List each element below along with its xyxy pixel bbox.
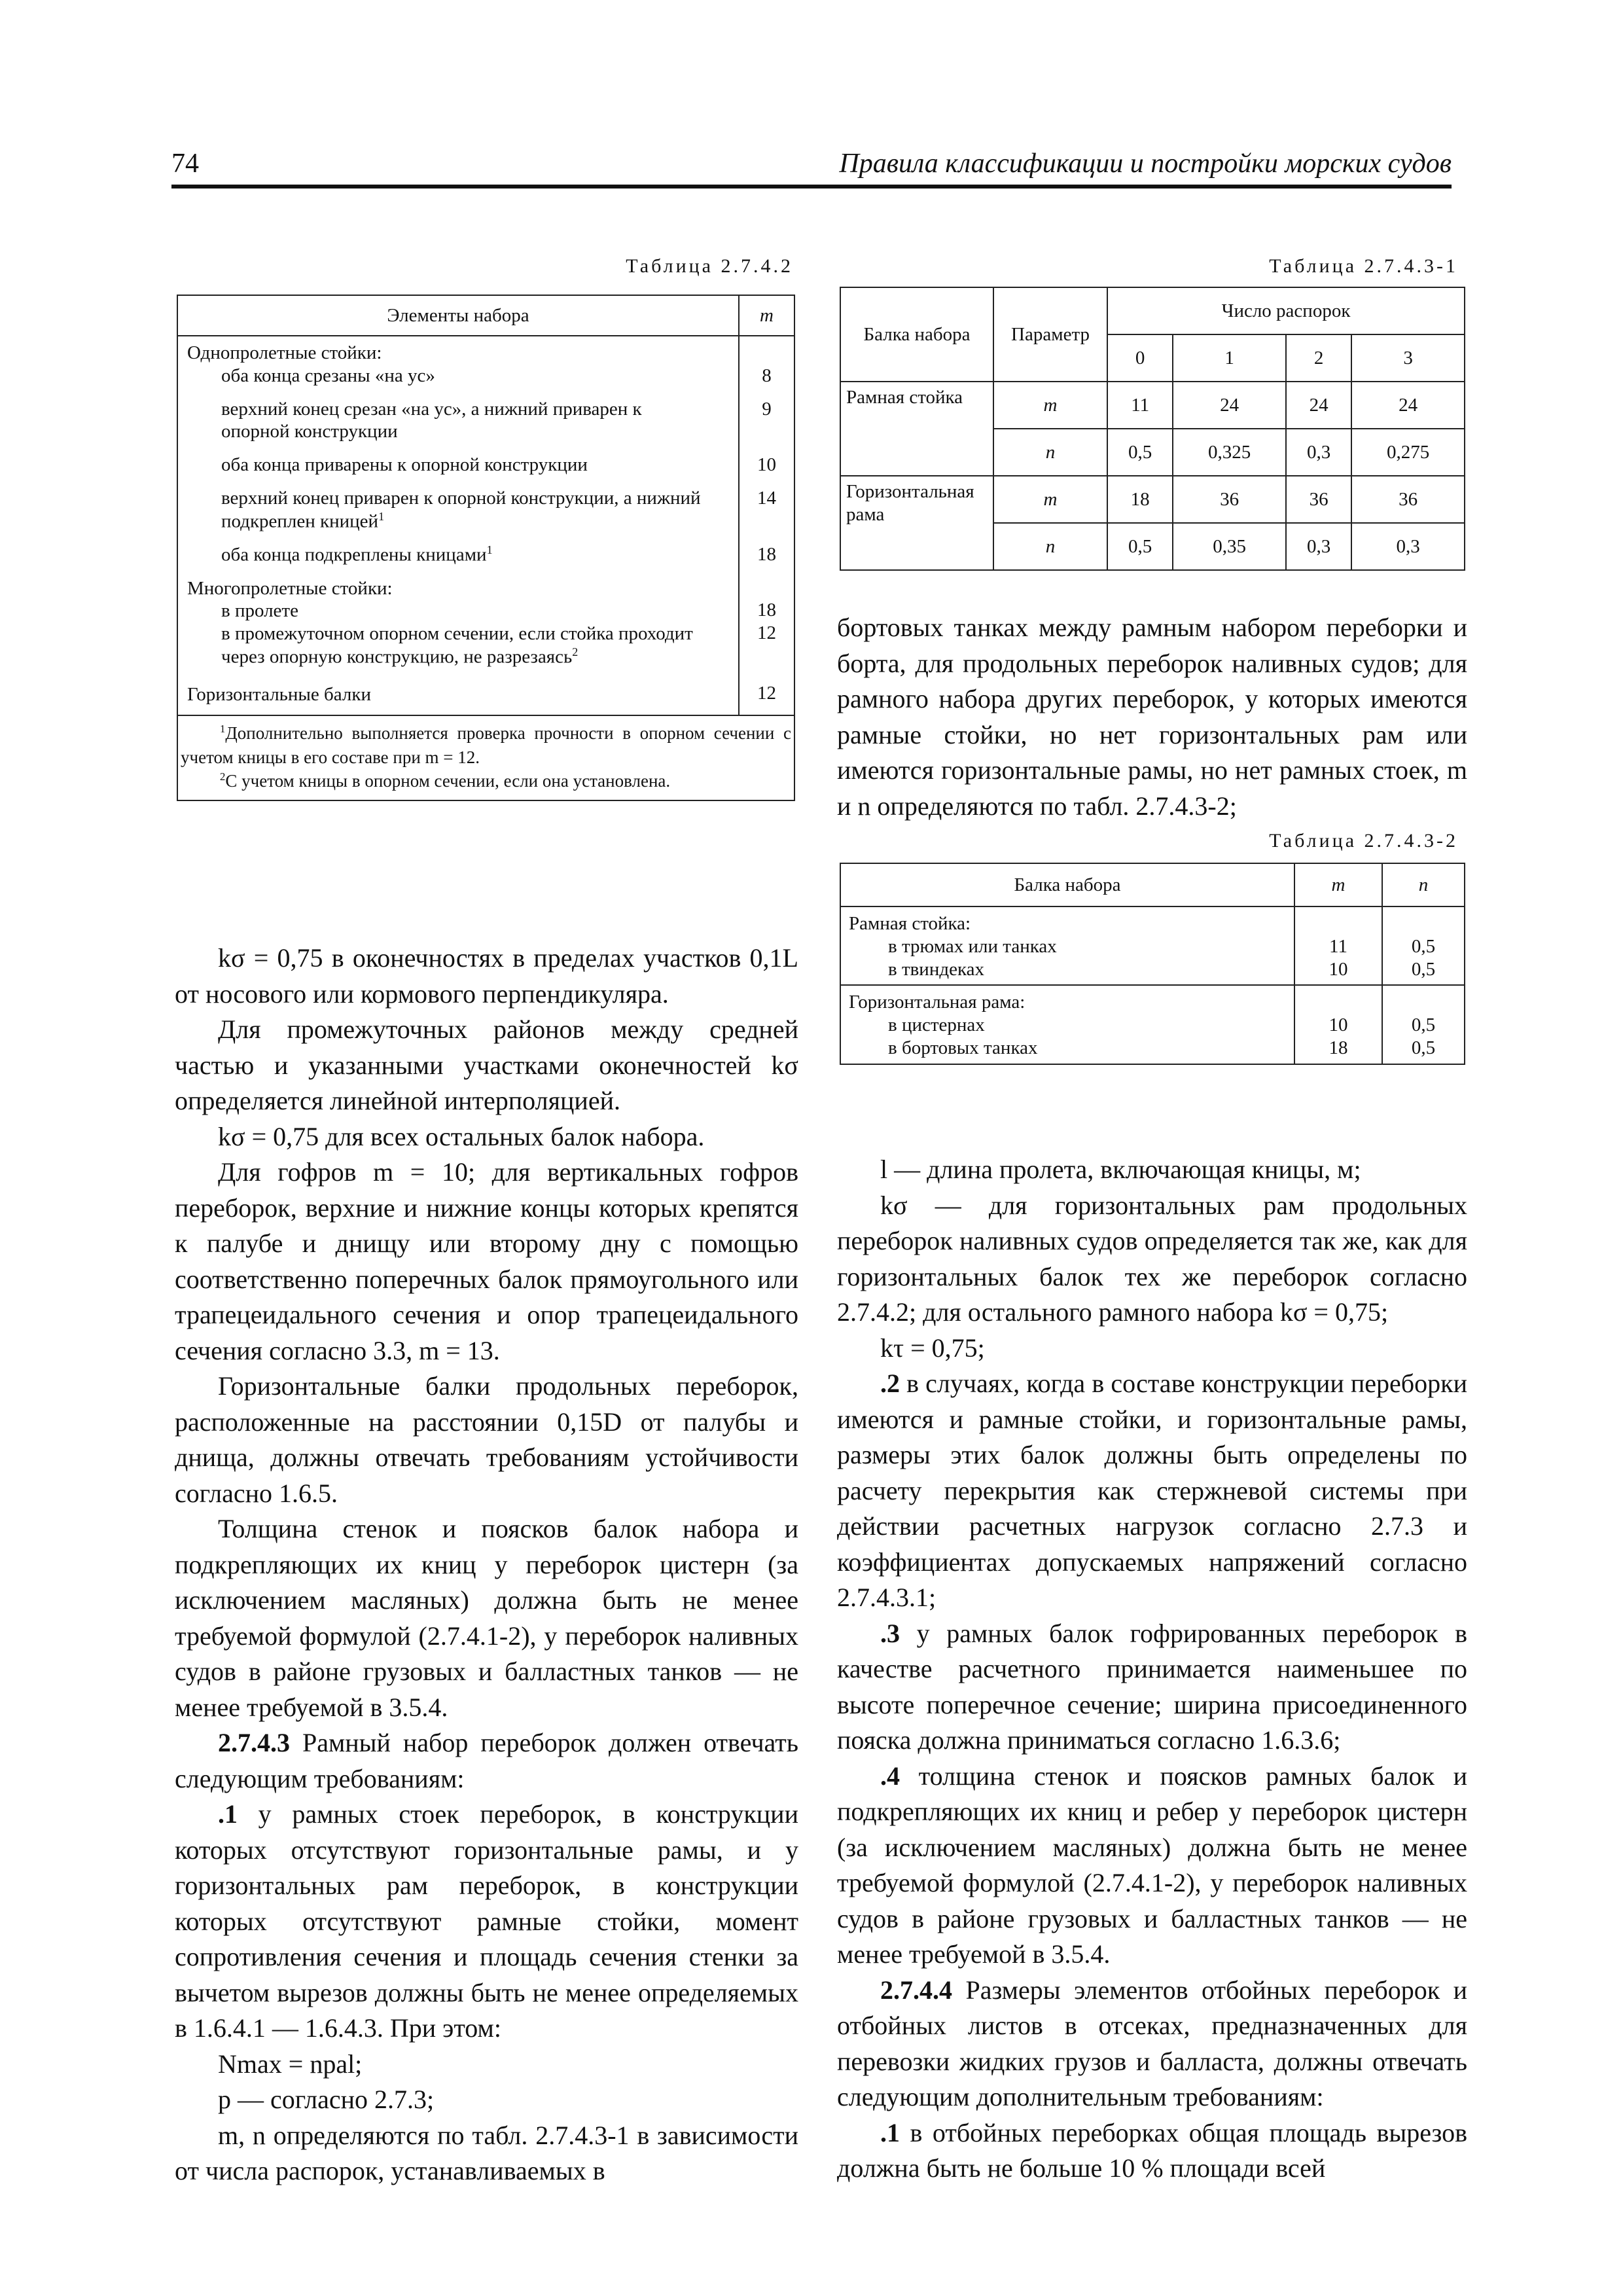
- table-2742: [177, 295, 795, 801]
- table-cell: 0,3: [1286, 523, 1351, 570]
- table-value: 18: [757, 600, 776, 621]
- paragraph: kσ = 0,75 в оконечностях в пределах участков 0,1L от носового или кормового перпендикуляра.: [175, 943, 798, 1009]
- table-footnotes: [177, 715, 794, 800]
- right-column-top: [837, 610, 1467, 824]
- table-value: 12: [757, 622, 776, 643]
- group-title: Горизонтальная рама:: [849, 992, 1026, 1013]
- left-column: [175, 941, 798, 2189]
- table-cell: m: [993, 382, 1107, 429]
- table-cell: 11: [1107, 382, 1173, 429]
- table-value: 9: [762, 398, 772, 420]
- table-value: 0,5: [1411, 1014, 1436, 1036]
- table-cell: m: [993, 476, 1107, 523]
- paragraph: 2.7.4.4 Размеры элементов отбойных переборок и отбойных листов в отсеках, предназначенных для перевозки жидких грузов и балласта, должны отвечать следующим дополнительным требованиям:: [837, 1975, 1467, 2111]
- table-cell: 24: [1173, 382, 1286, 429]
- table-row-label: в цистернах: [888, 1014, 985, 1036]
- table-cell: n: [993, 523, 1107, 570]
- paragraph: .2 в случаях, когда в составе конструкции переборки имеются и рамные стойки, и горизонтальные рамы, размеры этих балок должны быть определены по расчету перекрытия как стержневой системы при действии расчетных нагрузок согласно 2.7.3 и коэффициентах допускаемых напряжений согласно 2.7.4.3.1;: [837, 1369, 1467, 1612]
- table-cell: 0,3: [1286, 429, 1351, 476]
- table-header-cell: n: [1382, 863, 1465, 906]
- table-header-cell: 2: [1286, 334, 1351, 382]
- table-caption-27432: Таблица 2.7.4.3-2: [1269, 830, 1458, 852]
- paragraph: бортовых танках между рамным набором переборки и борта, для продольных переборок наливных судов; для рамного набора других переборок, у которых имеются рамные стойки, но нет горизонтальных рам или имеются горизонтальные рамы, но нет рамных стоек, m и n определяются по табл. 2.7.4.3-2;: [837, 613, 1467, 821]
- page-number: 74: [171, 149, 199, 179]
- table-cell: [1294, 985, 1382, 1064]
- table-value: 18: [757, 543, 776, 565]
- table-row-label: верхний конец срезан «на ус», а нижний приварен к опорной конструкции: [221, 398, 642, 442]
- table-value: 12: [757, 682, 776, 704]
- table-cell: 36: [1173, 476, 1286, 523]
- section-number: 2.7.4.4: [880, 1975, 952, 2005]
- table-row-label: в трюмах или танках: [888, 935, 1057, 957]
- table-cell: n: [993, 429, 1107, 476]
- paragraph: kσ = 0,75 для всех остальных балок набора.: [218, 1121, 705, 1151]
- paragraph: Толщина стенок и поясков балок набора и подкрепляющих их книц у переборок цистерн (за исключением масляных) должна быть не менее требуемой формулой (2.7.4.1-2), у переборок наливных судов в районе грузовых и балластных танков — не менее требуемой в 3.5.4.: [175, 1514, 798, 1722]
- paragraph: l — длина пролета, включающая кницы, м;: [880, 1155, 1361, 1184]
- table-value: 8: [762, 365, 772, 386]
- table-value: 0,5: [1411, 1037, 1436, 1058]
- table-row-label: в пролете: [221, 600, 298, 622]
- table-row-label: в промежуточном опорном сечении, если стойка проходит через опорную конструкцию, не разрезаясь$^2$: [221, 623, 693, 668]
- right-column-bottom: [837, 1152, 1467, 2187]
- paragraph: p — согласно 2.7.3;: [218, 2085, 435, 2114]
- group-title: Рамная стойка:: [849, 913, 971, 934]
- table-header-cell: m: [739, 295, 794, 336]
- paragraph: m, n определяются по табл. 2.7.4.3-1 в зависимости от числа распорок, устанавливаемых в: [175, 2120, 798, 2185]
- table-value: 10: [757, 454, 776, 476]
- table-cell: 0,3: [1351, 523, 1465, 570]
- table-row-label: оба конца срезаны «на ус»: [221, 365, 435, 386]
- paragraph: .3 у рамных балок гофрированных переборок в качестве расчетного принимается наименьшее по высоте поперечное сечение; ширина присоединенного пояска должна приниматься согласно 1.6.3.6;: [837, 1618, 1467, 1755]
- table-caption-27431: Таблица 2.7.4.3-1: [1269, 255, 1458, 277]
- table-header-cell: Число распорок: [1107, 287, 1465, 334]
- table-header-cell: 0: [1107, 334, 1173, 382]
- paragraph: kσ — для горизонтальных рам продольных переборок наливных судов определяется так же, как для горизонтальных балок тех же переборок согласно 2.7.4.2; для остального рамного набора kσ = 0,75;: [837, 1190, 1467, 1327]
- table-row-label: Горизонтальная рама: [840, 476, 993, 570]
- item-number: .4: [880, 1761, 900, 1791]
- footnote-2: $^2$С учетом кницы в опорном сечении, если она установлена.: [220, 770, 671, 791]
- table-row-label: Рамная стойка: [840, 382, 993, 476]
- table-value: 11: [1329, 935, 1347, 957]
- paragraph: .1 в отбойных переборках общая площадь вырезов должна быть не больше 10 % площади всей: [837, 2117, 1467, 2183]
- table-value: 0,5: [1411, 935, 1436, 957]
- footnote-1: $^1$Дополнительно выполняется проверка прочности в опорном сечении с учетом кницы в его составе при m = 12.: [181, 723, 791, 767]
- group-title: Горизонтальные балки: [187, 683, 371, 705]
- table-header-cell: Параметр: [993, 287, 1107, 382]
- table-cell: 36: [1286, 476, 1351, 523]
- table-cell: [1294, 906, 1382, 985]
- table-row-label: в твиндеках: [888, 958, 984, 980]
- header-rule: [171, 185, 1452, 188]
- group-title: Однопролетные стойки:: [187, 342, 382, 363]
- table-27431: [840, 287, 1465, 571]
- group-title: Многопролетные стойки:: [187, 577, 393, 599]
- table-27432: [840, 863, 1465, 1065]
- item-number: .1: [218, 1799, 238, 1829]
- item-number: .1: [880, 2117, 900, 2147]
- table-caption-2742: Таблица 2.7.4.2: [626, 255, 793, 277]
- table-cell: 36: [1351, 476, 1465, 523]
- table-cell: 0,275: [1351, 429, 1465, 476]
- table-value: 10: [1329, 958, 1348, 980]
- formula: Nmax = npal;: [218, 2049, 363, 2079]
- paragraph: Для промежуточных районов между средней частью и указанными участками оконечностей kσ определяется линейной интерполяцией.: [175, 1014, 798, 1115]
- table-cell: [1382, 906, 1465, 985]
- table-header-cell: Элементы набора: [177, 295, 739, 336]
- paragraph: Горизонтальные балки продольных переборок, расположенные на расстоянии 0,15D от палубы и днища, должны отвечать требованиям устойчивости согласно 1.6.5.: [175, 1371, 798, 1508]
- table-cell: 24: [1286, 382, 1351, 429]
- table-header-cell: 3: [1351, 334, 1465, 382]
- table-cell: 0,325: [1173, 429, 1286, 476]
- table-cell: [177, 336, 739, 715]
- page-header: [171, 145, 1452, 182]
- table-header-cell: m: [1294, 863, 1382, 906]
- table-value: 0,5: [1411, 958, 1436, 980]
- table-header-cell: 1: [1173, 334, 1286, 382]
- table-row-label: в бортовых танках: [888, 1037, 1038, 1058]
- table-cell: 24: [1351, 382, 1465, 429]
- paragraph: kτ = 0,75;: [880, 1333, 985, 1363]
- paragraph: 2.7.4.3 Рамный набор переборок должен отвечать следующим требованиям:: [175, 1728, 798, 1793]
- table-header-cell: Балка набора: [840, 287, 993, 382]
- table-cell: [1382, 985, 1465, 1064]
- table-value: 18: [1329, 1037, 1348, 1058]
- table-cell: 0,5: [1107, 429, 1173, 476]
- table-cell: [840, 906, 1294, 985]
- table-cell: 18: [1107, 476, 1173, 523]
- section-number: 2.7.4.3: [218, 1728, 290, 1757]
- running-title: Правила классификации и постройки морских судов: [839, 149, 1452, 179]
- paragraph: .1 у рамных стоек переборок, в конструкции которых отсутствуют горизонтальные рамы, и у горизонтальных рам переборок, в конструкции которых отсутствуют рамные стойки, момент сопротивления сечения и площадь сечения стенки за вычетом вырезов должны быть не менее определяемых в 1.6.4.1 — 1.6.4.3. При этом:: [175, 1799, 798, 2043]
- paragraph: .4 толщина стенок и поясков рамных балок и подкрепляющих их книц и ребер у переборок цистерн (за исключением масляных) должна быть не менее требуемой формулой (2.7.4.1-2), у переборок наливных судов в районе грузовых и балластных танков — не менее требуемой в 3.5.4.: [837, 1761, 1467, 1969]
- table-header-cell: Балка набора: [840, 863, 1294, 906]
- table-cell: [840, 985, 1294, 1064]
- table-value: 10: [1329, 1014, 1348, 1036]
- paragraph: Для гофров m = 10; для вертикальных гофров переборок, верхние и нижние концы которых крепятся к палубе и днищу или второму дну с помощью соответственно поперечных балок прямоугольного или трапецеидального сечения и опор трапецеидального сечения согласно 3.3, m = 13.: [175, 1157, 798, 1365]
- table-row-label: оба конца приварены к опорной конструкции: [221, 454, 588, 476]
- item-number: .2: [880, 1369, 900, 1398]
- table-row-label: оба конца подкреплены кницами$^1$: [221, 543, 493, 565]
- table-row-label: верхний конец приварен к опорной конструкции, а нижний подкреплен кницей$^1$: [221, 487, 701, 532]
- table-cell: 0,35: [1173, 523, 1286, 570]
- item-number: .3: [880, 1618, 900, 1648]
- table-cell: [739, 336, 794, 715]
- table-value: 14: [757, 487, 776, 509]
- table-cell: 0,5: [1107, 523, 1173, 570]
